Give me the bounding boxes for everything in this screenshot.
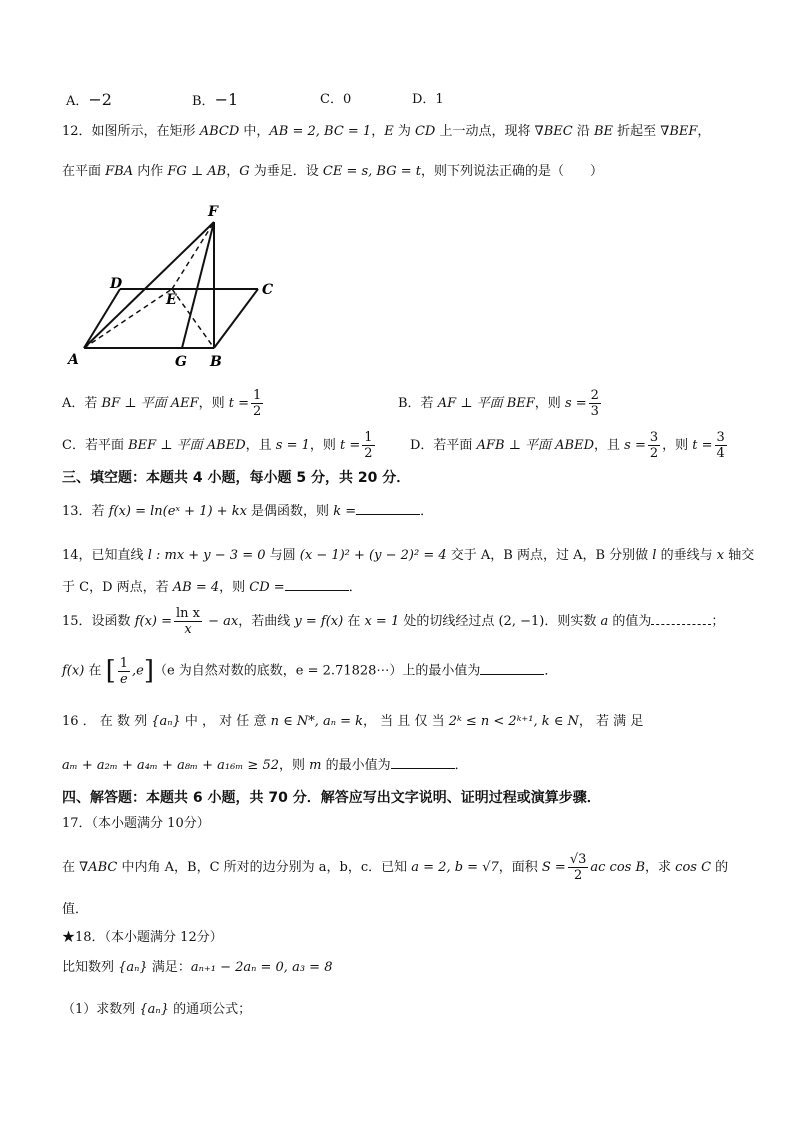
q15-line1: 15．设函数 f(x) = $\frac{\text{ln x}}{x}$ − ax，若曲线 y = f(x) 在 x = 1 处的切线经过点 (2, −1)．则实数 a 的值为 ；: [62, 606, 725, 637]
edge-af: [84, 222, 214, 348]
q11-option-d: D．1: [412, 92, 444, 107]
q14-line1: 14，已知直线 l : mx + y − 3 = 0 与圆 (x − 1)² + (y − 2)² = 4 交于 A，B 两点，过 A，B 分别做 l 的垂线与 x 轴交: [62, 548, 755, 563]
label-c: C: [262, 282, 274, 298]
q11-option-a: A．−2: [66, 90, 112, 109]
q18-part1: （1）求数列 {aₙ} 的通项公式；: [62, 1002, 252, 1017]
edge-ae: [84, 289, 172, 348]
edge-eb: [172, 289, 214, 348]
q14-answer-blank[interactable]: [285, 576, 349, 591]
q13: 13．若 f(x) = ln(eˣ + 1) + kx 是偶函数，则 k = ．: [62, 500, 433, 522]
q16-line2: aₘ + a₂ₘ + a₄ₘ + a₈ₘ + a₁₆ₘ ≥ 52，则 m 的最小值为 ．: [62, 754, 468, 776]
section-4-heading: 四、解答题：本题共 6 小题，共 70 分．解答应写出文字说明、证明过程或演算步骤．: [62, 790, 601, 806]
q15-line2: f(x) 在 [ $\frac{1}{e}$ ,e]（e 为自然对数的底数，e = 2.71828⋯）上的最小值为 ．: [62, 655, 558, 687]
q12-option-b: B．若 AF ⊥ 平面 BEF，则 s = $\frac{2}{3}$: [398, 388, 599, 419]
section-3-heading: 三、填空题：本题共 4 小题，每小题 5 分，共 20 分．: [62, 470, 411, 486]
q12-option-d: D．若平面 AFB ⊥ 平面 ABED，且 s = $\frac{3}{2}$ ，则 t = $\frac{3}{4}$: [410, 430, 725, 461]
q12-option-c: C．若平面 BEF ⊥ 平面 ABED，且 s = 1，则 t = $\frac{1}{2}$: [62, 430, 373, 461]
label-g: G: [175, 354, 187, 370]
q18-heading: ★18．（本小题满分 12分）: [62, 930, 223, 945]
label-a: A: [68, 352, 79, 368]
q17-line1: 在 ∇ABC 中内角 A，B，C 所对的边分别为 a，b，c．已知 a = 2, b = √7，面积 S = $\frac{√3}{2}$ ac cos B，求 cos C 的: [62, 852, 729, 883]
edge-bc: [214, 289, 258, 348]
label-e: E: [166, 292, 177, 308]
q17-heading: 17．（本小题满分 10分）: [62, 816, 210, 831]
q12-stem-line1: 12．如图所示，在矩形 ABCD 中，AB = 2, BC = 1，E 为 CD 上一动点，现将 ∇BEC 沿 BE 折起至 ∇BEF，: [62, 124, 711, 139]
label-b: B: [210, 354, 222, 370]
q13-answer-blank[interactable]: [356, 500, 420, 515]
q17-line2: 值．: [62, 902, 89, 917]
q15-answer-blank-1[interactable]: [651, 610, 711, 625]
q16-answer-blank[interactable]: [391, 754, 455, 769]
q16-line1: 16 ． 在 数 列 {aₙ} 中 ， 对 任 意 n ∈ N*, aₙ = k， 当 且 仅 当 2ᵏ ≤ n < 2ᵏ⁺¹, k ∈ N， 若 满 足: [62, 714, 644, 729]
q14-line2: 于 C，D 两点，若 AB = 4，则 CD = ．: [62, 576, 362, 598]
label-f: F: [208, 204, 218, 220]
q11-option-b: B．−1: [192, 90, 239, 109]
q12-geometry-figure: [62, 198, 302, 370]
q11-option-c: C．0: [320, 92, 352, 107]
q15-answer-blank-2[interactable]: [480, 660, 544, 675]
q12-option-a: A．若 BF ⊥ 平面 AEF，则 t = $\frac{1}{2}$: [62, 388, 262, 419]
edge-gf: [182, 222, 214, 348]
q12-stem-line2: 在平面 FBA 内作 FG ⊥ AB，G 为垂足．设 CE = s, BG = t，则下列说法正确的是（ ）: [62, 164, 603, 179]
label-d: D: [110, 276, 123, 292]
q18-line1: 比知数列 {aₙ} 满足：aₙ₊₁ − 2aₙ = 0, a₃ = 8: [62, 960, 333, 975]
